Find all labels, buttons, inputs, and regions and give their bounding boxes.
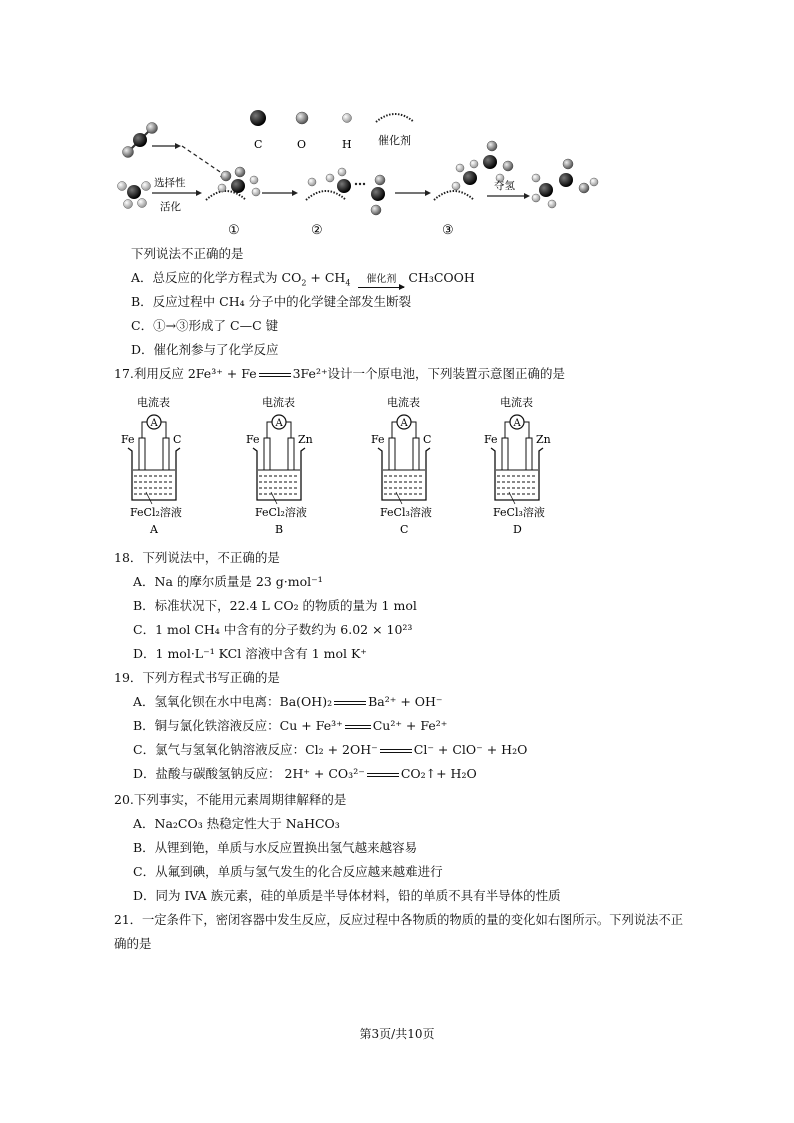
q19-option-d: D．盐酸与碳酸氢钠反应： 2H⁺ + CO₃²⁻ CO₂↑+ H₂O bbox=[133, 766, 477, 781]
q20-option-c: C．从氟到碘，单质与氢气发生的化合反应越来越难进行 bbox=[133, 864, 443, 879]
wire-left bbox=[267, 422, 272, 438]
stage-label-1: ① bbox=[228, 223, 240, 238]
ammeter-label: 电流表 bbox=[500, 396, 533, 409]
electrode-right-label: C bbox=[173, 433, 182, 446]
legend-label-c: C bbox=[254, 138, 263, 151]
q18-option-b: B．标准状况下，22.4 L CO₂ 的物质的量为 1 mol bbox=[133, 598, 417, 613]
electrode-left-label: Fe bbox=[371, 433, 385, 446]
wire-right bbox=[411, 422, 416, 438]
legend-label-o: O bbox=[297, 138, 307, 151]
electrode-right-label: Zn bbox=[536, 433, 551, 446]
q19-option-c: C．氯气与氢氧化钠溶液反应：Cl₂ + 2OH⁻ Cl⁻ + ClO⁻ + H₂O bbox=[133, 742, 528, 757]
q18-option-c: C．1 mol CH₄ 中含有的分子数约为 6.02 × 10²³ bbox=[133, 622, 413, 637]
electrode-left-label: Fe bbox=[246, 433, 260, 446]
step-label-activate: 活化 bbox=[160, 201, 181, 213]
option-letter: C bbox=[400, 523, 409, 536]
wire-right bbox=[524, 422, 529, 438]
q18-option-a: A．Na 的摩尔质量是 23 g·mol⁻¹ bbox=[133, 574, 323, 589]
legend-oxygen-atom bbox=[296, 112, 308, 124]
ammeter-label: 电流表 bbox=[262, 396, 295, 409]
wire-right bbox=[286, 422, 291, 438]
legend-label-catalyst: 催化剂 bbox=[378, 134, 411, 147]
electrode-left-label: Fe bbox=[121, 433, 135, 446]
solution bbox=[383, 470, 425, 499]
stage-label-3: ③ bbox=[442, 223, 454, 238]
q20-option-b: B．从锂到铯，单质与水反应置换出氢气越来越容易 bbox=[133, 840, 418, 855]
catalyst-arrow: 催化剂 bbox=[358, 284, 404, 288]
ammeter-symbol: A bbox=[513, 418, 521, 429]
co2-molecule bbox=[123, 123, 158, 158]
acetic-acid-molecule bbox=[532, 159, 598, 208]
wire-right bbox=[161, 422, 166, 438]
q20-stem: 20.下列事实，不能用元素周期律解释的是 bbox=[114, 792, 347, 807]
page-footer: 第3页/共10页 bbox=[359, 1027, 435, 1041]
q19-option-a: A．氢氧化钡在水中电离：Ba(OH)₂ Ba²⁺ + OH⁻ bbox=[133, 694, 443, 709]
legend-catalyst-arc bbox=[376, 114, 414, 122]
option-letter: A bbox=[150, 523, 158, 536]
option-letter: D bbox=[513, 523, 522, 536]
galvanic-cell-options bbox=[0, 392, 794, 542]
ch4-molecule bbox=[118, 182, 151, 209]
legend-carbon-atom bbox=[250, 110, 266, 126]
ammeter-symbol: A bbox=[275, 418, 283, 429]
q21-stem-line2: 确的是 bbox=[114, 936, 152, 951]
ammeter-label: 电流表 bbox=[137, 396, 170, 409]
step-label-dehydrogenate: 夺氢 bbox=[494, 180, 515, 192]
q18-option-d: D．1 mol·L⁻¹ KCl 溶液中含有 1 mol K⁺ bbox=[133, 646, 367, 661]
step-label-selective: 选择性 bbox=[154, 177, 186, 189]
q21-stem-line1: 21．一定条件下，密闭容器中发生反应，反应过程中各物质的物质的量的变化如右图所示。下列说法不正 bbox=[114, 913, 684, 927]
electrode-right-label: Zn bbox=[298, 433, 313, 446]
q18-stem: 18．下列说法中，不正确的是 bbox=[114, 550, 280, 565]
q19-stem: 19．下列方程式书写正确的是 bbox=[114, 670, 280, 685]
stage-label-2: ② bbox=[311, 223, 323, 238]
option-letter: B bbox=[275, 523, 284, 536]
q16-option-b: B．反应过程中 CH₄ 分子中的化学键全部发生断裂 bbox=[131, 294, 412, 309]
electrode-left-label: Fe bbox=[484, 433, 498, 446]
wire-left bbox=[142, 422, 147, 438]
solution bbox=[496, 470, 538, 499]
legend-label-h: H bbox=[342, 138, 352, 151]
ammeter-symbol: A bbox=[150, 418, 158, 429]
q19-option-b: B．铜与氯化铁溶液反应：Cu + Fe³⁺ Cu²⁺ + Fe²⁺ bbox=[133, 718, 448, 733]
q16-option-c: C．①→③形成了 C—C 键 bbox=[131, 318, 279, 333]
solution-label: FeCl₂溶液 bbox=[130, 506, 182, 519]
stage-2-structure bbox=[306, 168, 385, 215]
q20-option-a: A．Na₂CO₃ 热稳定性大于 NaHCO₃ bbox=[133, 816, 340, 831]
q17-stem: 17.利用反应 2Fe³⁺ + Fe 3Fe²⁺设计一个原电池，下列装置示意图正确的是 bbox=[114, 366, 566, 381]
ammeter-label: 电流表 bbox=[387, 396, 420, 409]
stage-1-structure bbox=[206, 167, 260, 200]
dashed-arrow bbox=[182, 146, 226, 176]
solution-label: FeCl₃溶液 bbox=[380, 506, 432, 519]
wire-left bbox=[505, 422, 510, 438]
legend-hydrogen-atom bbox=[343, 114, 352, 123]
solution-label: FeCl₂溶液 bbox=[255, 506, 307, 519]
q20-option-d: D．同为 IVA 族元素，硅的单质是半导体材料，铅的单质不具有半导体的性质 bbox=[133, 888, 561, 903]
q16-option-d: D．催化剂参与了化学反应 bbox=[131, 342, 279, 357]
electrode-right-label: C bbox=[423, 433, 432, 446]
ammeter-symbol: A bbox=[400, 418, 408, 429]
wire-left bbox=[392, 422, 397, 438]
solution-label: FeCl₃溶液 bbox=[493, 506, 545, 519]
solution bbox=[133, 470, 175, 499]
solution bbox=[258, 470, 300, 499]
q16-option-a: A．总反应的化学方程式为 $CO_2 + CH_4$ 催化剂 CH₃COOH bbox=[131, 270, 475, 288]
q16-stem: 下列说法不正确的是 bbox=[131, 246, 244, 261]
